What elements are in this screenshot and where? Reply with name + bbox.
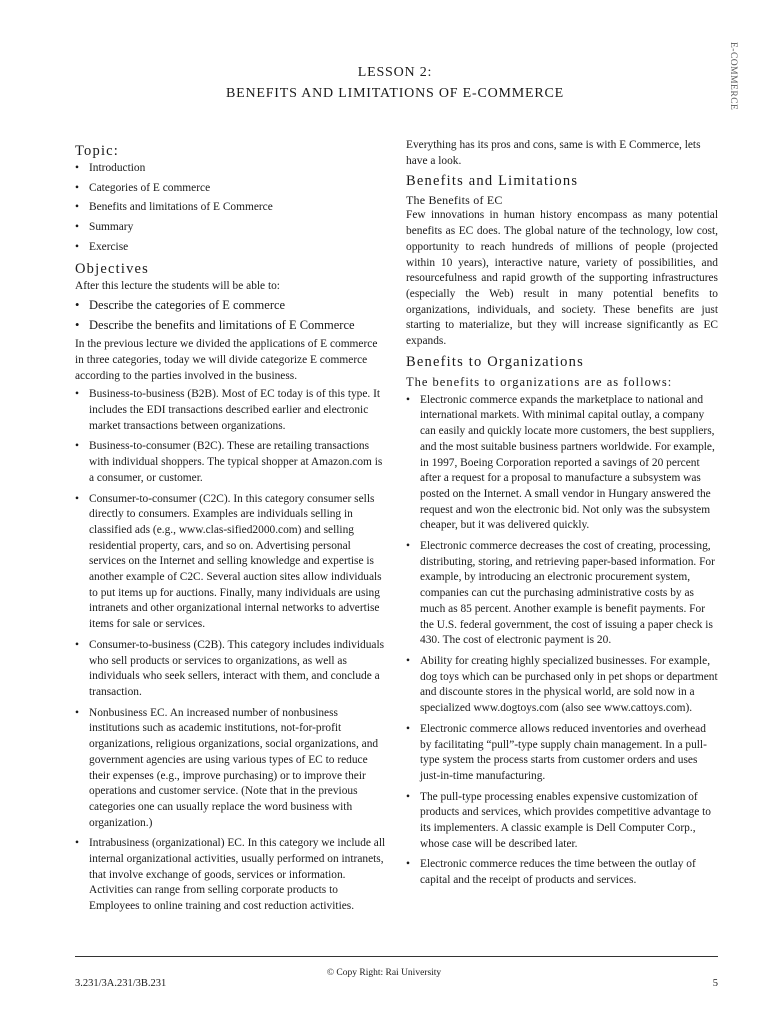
category-item: • Nonbusiness EC. An increased number of nonbusiness institutions such as academic institutions, not-for-profit organizations, religious organizations, social organizations, and government agencies are using various types of EC to reduce their expenses (e.g., improve purchasing) or to improve their operations and customer service. (Note that in the previous categories one can usually replace the word business with organization.)	[75, 706, 387, 832]
category-item: • Intrabusiness (organizational) EC. In this category we include all internal organizational activities, usually performed on intranets, that involve exchange of goods, services or information. Activities can range from selling corporate products to Employees to online training and cost reduction activities.	[75, 836, 387, 915]
objectives-heading: Objectives	[75, 260, 150, 277]
side-section-tag-text: E-COMMERCE	[728, 42, 738, 111]
benefit-item: • The pull-type processing enables expensive customization of products and services, which provides competitive advantage to its implementers. A classic example is Dell Computer Corp., whose case will be described later.	[406, 790, 718, 853]
topic-item: • Introduction	[75, 161, 387, 177]
objective-item: • Describe the benefits and limitations of E Commerce	[75, 317, 387, 334]
objectives-intro: After this lecture the students will be able to:	[75, 279, 280, 292]
benefit-item: • Electronic commerce decreases the cost of creating, processing, distributing, storing, and retrieving paper-based information. For example, by introducing an electronic procurement system, companies can cut the purchasing administrative costs by as much as 85 percent. Another example is benefit payments. For the U.S. federal government, the cost of issuing a paper check is 430. The cost of electronic payment is 20.	[406, 539, 718, 649]
benefits-paragraph: Few innovations in human history encompass as many potential benefits as EC does. The global nature of the technology, low cost, opportunity to reach hundreds of millions of people (projected within 10 years), interactive nature, variety of possibilities, and resourcefulness and rapid growth of the supporting infrastructures (especially the Web) result in many potential benefits to organizations, individuals, and society. These benefits are just starting to materialize, but they will increase significantly as EC expands.	[406, 209, 718, 348]
category-item: • Business-to-business (B2B). Most of EC today is of this type. It includes the EDI transactions described earlier and electronic market transactions between organizations.	[75, 387, 387, 434]
category-item: • Business-to-consumer (B2C). These are retailing transactions with individual shoppers. The typical shopper at Amazon.com is a consumer, or customer.	[75, 439, 387, 486]
intro-paragraph: In the previous lecture we divided the applications of E commerce in three categories, today we will divide categorize E commerce according to the parties involved in the business.	[75, 338, 378, 382]
benefits-to-organizations-heading: Benefits to Organizations	[406, 353, 584, 370]
objective-item: • Describe the categories of E commerce	[75, 297, 387, 314]
side-section-tag	[718, 42, 742, 132]
right-intro: Everything has its pros and cons, same is with E Commerce, lets have a look.	[406, 139, 701, 167]
benefits-limitations-heading: Benefits and Limitations	[406, 173, 579, 190]
topic-heading: Topic:	[75, 143, 120, 159]
benefits-of-ec-heading: The Benefits of EC	[406, 193, 503, 208]
lesson-number: LESSON 2:	[357, 65, 433, 80]
category-item: • Consumer-to-consumer (C2C). In this category consumer sells directly to consumers. Examples are individuals selling in classified ads (e.g., www.clas-sified2000.com) and selling residential property, cars, and so on. Advertising personal services on the Internet and selling knowledge and expertise is another example of C2C. Several auction sites allow individuals to put items up for auctions. Finally, many individuals are using intranets and other organizational internal networks to advertise items for sale or services.	[75, 492, 387, 633]
footer-rule	[75, 956, 718, 957]
copyright-notice: © Copy Right: Rai University	[326, 968, 442, 978]
objectives-list	[75, 297, 387, 334]
lesson-header	[75, 63, 715, 105]
course-code: 3.231/3A.231/3B.231	[75, 978, 167, 989]
benefit-item: • Electronic commerce expands the marketplace to national and international markets. With minimal capital outlay, a company can easily and quickly locate more customers, the best suppliers, and the most suitable business partners worldwide. For example, in 1997, Boeing Corporation reported a savings of 20 percent after a request for a proposal to manufacture a subsystem was posted on the Internet. A small vendor in Hungary answered the request and won the electronic bid. Not only was the subsystem cheaper, but it was delivered quickly.	[406, 393, 718, 534]
right-column	[406, 139, 718, 894]
topic-list	[75, 161, 387, 256]
benefits-to-organizations-intro: The benefits to organizations are as follows:	[406, 374, 673, 389]
benefit-item: • Electronic commerce allows reduced inventories and overhead by facilitating “pull”-type supply chain management. In a pull-type system the process starts from customer orders and uses just-in-time manufacturing.	[406, 722, 718, 785]
category-item: • Consumer-to-business (C2B). This category includes individuals who sell products or services to organizations, as well as individuals who seek sellers, interact with them, and conclude a transaction.	[75, 638, 387, 701]
topic-item: • Exercise	[75, 240, 387, 256]
ec-categories-list	[75, 387, 387, 915]
left-column	[75, 142, 387, 920]
topic-item: • Summary	[75, 220, 387, 236]
topic-item: • Benefits and limitations of E Commerce	[75, 200, 387, 216]
benefits-list	[406, 393, 718, 889]
topic-item: • Categories of E commerce	[75, 181, 387, 197]
benefit-item: • Ability for creating highly specialized businesses. For example, dog toys which can be purchased only in pet shops or department and discounte stores in the physical world, are sold now in a specialized www.dogtoys.com (also see www.cattoys.com).	[406, 654, 718, 717]
page-number: 5	[712, 978, 718, 989]
lesson-title: BENEFITS AND LIMITATIONS OF E-COMMERCE	[225, 86, 565, 101]
benefit-item: • Electronic commerce reduces the time between the outlay of capital and the receipt of products and services.	[406, 857, 718, 888]
